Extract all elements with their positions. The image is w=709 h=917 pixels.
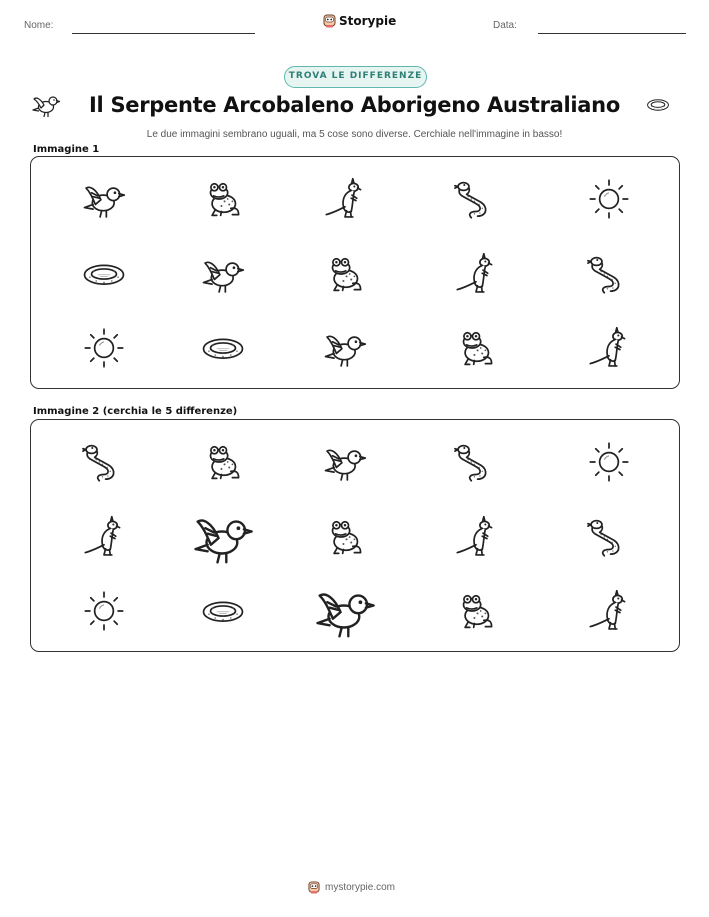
snake-icon	[81, 439, 128, 486]
snake-icon	[586, 514, 633, 561]
grid-cell[interactable]	[322, 325, 369, 372]
snake-icon	[453, 176, 500, 223]
bird-icon	[312, 578, 378, 644]
grid-cell[interactable]	[81, 439, 128, 486]
grid-cell[interactable]	[200, 176, 247, 223]
grid-cell[interactable]	[586, 325, 633, 372]
storypie-mascot-icon	[308, 880, 320, 894]
grid-cell[interactable]	[322, 176, 369, 223]
grid-cell[interactable]	[453, 514, 500, 561]
grid-cell[interactable]	[453, 251, 500, 298]
grid-cell[interactable]	[586, 588, 633, 635]
grid-cell[interactable]	[586, 176, 633, 223]
waterhole-icon	[200, 325, 247, 372]
sun-icon	[81, 588, 128, 635]
sun-icon	[586, 439, 633, 486]
frog-icon	[453, 588, 500, 635]
snake-icon	[586, 251, 633, 298]
grid-cell[interactable]	[81, 176, 128, 223]
image-panel-1	[30, 156, 680, 389]
grid-cell[interactable]	[586, 514, 633, 561]
kangaroo-icon	[322, 176, 369, 223]
bird-icon	[81, 176, 128, 223]
kangaroo-icon	[453, 251, 500, 298]
kangaroo-icon	[586, 588, 633, 635]
bird-icon	[322, 325, 369, 372]
grid-cell[interactable]	[81, 325, 128, 372]
bird-icon	[200, 251, 247, 298]
grid-cell[interactable]	[200, 588, 247, 635]
grid-cell[interactable]	[586, 251, 633, 298]
bird-icon	[190, 504, 256, 570]
grid-cell[interactable]	[81, 251, 128, 298]
grid-cell[interactable]	[322, 514, 369, 561]
sun-icon	[586, 176, 633, 223]
sun-icon	[81, 325, 128, 372]
grid-cell[interactable]	[312, 578, 378, 644]
grid-cell[interactable]	[200, 439, 247, 486]
grid-cell[interactable]	[453, 176, 500, 223]
brand-logo	[323, 13, 396, 28]
grid-cell[interactable]	[453, 588, 500, 635]
frog-icon	[200, 176, 247, 223]
brand-name: Storypie	[339, 13, 397, 28]
frog-icon	[322, 251, 369, 298]
grid-cell[interactable]	[322, 439, 369, 486]
instructions: Le due immagini sembrano uguali, ma 5 cose sono diverse. Cerchiale nell'immagine in basso!	[146, 129, 563, 140]
date-label: Data:	[493, 20, 517, 31]
grid-cell[interactable]	[200, 325, 247, 372]
kangaroo-icon	[453, 514, 500, 561]
spot-difference-badge: TROVA LE DIFFERENZE	[284, 66, 427, 88]
waterhole-icon	[81, 251, 128, 298]
kangaroo-icon	[586, 325, 633, 372]
grid-cell[interactable]	[200, 251, 247, 298]
kangaroo-icon	[81, 514, 128, 561]
panel1-label: Immagine 1	[33, 144, 100, 155]
name-label: Nome:	[24, 20, 54, 31]
footer-url: mystorypie.com	[325, 881, 396, 893]
frog-icon	[200, 439, 247, 486]
grid-cell[interactable]	[81, 514, 128, 561]
image-panel-2	[30, 419, 680, 652]
frog-icon	[322, 514, 369, 561]
date-line	[538, 33, 686, 34]
grid-cell[interactable]	[453, 439, 500, 486]
page-title: Il Serpente Arcobaleno Aborigeno Australiano	[89, 93, 620, 117]
snake-icon	[453, 439, 500, 486]
grid-cell[interactable]	[81, 588, 128, 635]
waterhole-icon	[646, 96, 670, 114]
panel2-label: Immagine 2 (cerchia le 5 differenze)	[33, 406, 238, 417]
grid-cell[interactable]	[322, 251, 369, 298]
waterhole-icon	[200, 588, 247, 635]
grid-cell[interactable]	[190, 504, 256, 570]
frog-icon	[453, 325, 500, 372]
storypie-mascot-icon	[323, 13, 336, 28]
footer	[308, 880, 395, 894]
name-line	[72, 33, 255, 34]
bird-icon	[322, 439, 369, 486]
grid-cell[interactable]	[453, 325, 500, 372]
grid-cell[interactable]	[586, 439, 633, 486]
